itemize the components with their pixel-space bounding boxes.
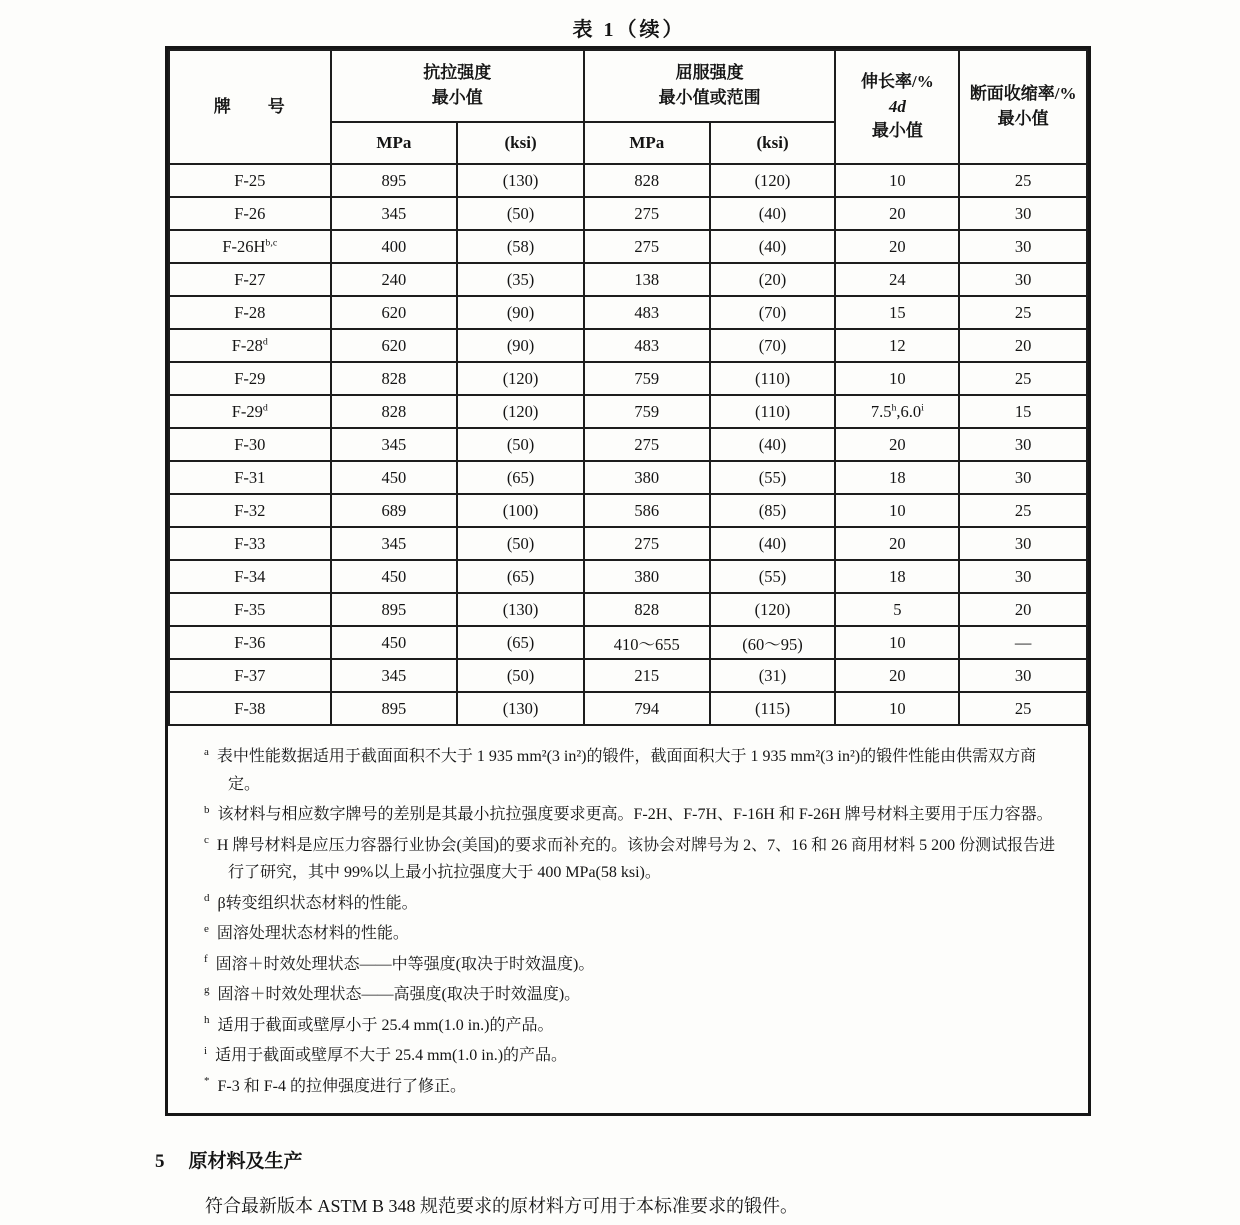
footnote-e bbox=[204, 920, 1062, 948]
cell-tensile-mpa: 450 bbox=[331, 461, 458, 494]
footnote-text: 适用于截面或壁厚不大于 25.4 mm(1.0 in.)的产品。 bbox=[215, 1047, 568, 1065]
cell-tensile-ksi: (90) bbox=[457, 296, 584, 329]
cell-elongation: 5 bbox=[835, 593, 959, 626]
cell-reduction: 25 bbox=[959, 692, 1087, 725]
footnote-text: H 牌号材料是应压力容器行业协会(美国)的要求而补充的。该协会对牌号为 2、7、16 和 26 商用材料 5 200 份测试报告进行了研究，其中 99%以上最小抗拉强度大于 400 MPa(58 ksi)。 bbox=[216, 836, 1056, 882]
header-tensile-line2: 最小值 bbox=[431, 88, 483, 107]
cell-elongation: 10 bbox=[835, 626, 959, 659]
cell-tensile-mpa: 620 bbox=[331, 329, 458, 362]
cell-grade: $F-26H^{b,c}$ bbox=[169, 230, 331, 263]
table-row bbox=[169, 692, 1087, 725]
footnote-marker: i bbox=[204, 1044, 208, 1057]
cell-reduction: 30 bbox=[959, 659, 1087, 692]
header-tensile-mpa: MPa bbox=[331, 122, 458, 164]
cell-grade: F-33 bbox=[169, 527, 331, 560]
cell-yield-ksi: (60～95) bbox=[710, 626, 836, 659]
cell-reduction: 25 bbox=[959, 494, 1087, 527]
cell-yield-mpa: 275 bbox=[584, 230, 710, 263]
header-yield-strength bbox=[584, 50, 836, 122]
cell-tensile-mpa: 400 bbox=[331, 230, 458, 263]
table-row bbox=[169, 659, 1087, 692]
cell-elongation: 20 bbox=[835, 659, 959, 692]
cell-reduction: 30 bbox=[959, 263, 1087, 296]
table-row bbox=[169, 494, 1087, 527]
cell-yield-mpa: 380 bbox=[584, 461, 710, 494]
footnote-marker: * bbox=[204, 1075, 210, 1088]
cell-elongation: 18 bbox=[835, 560, 959, 593]
footnote-f bbox=[204, 951, 1062, 979]
table-row bbox=[169, 461, 1087, 494]
cell-reduction: 30 bbox=[959, 560, 1087, 593]
cell-tensile-ksi: (130) bbox=[457, 692, 584, 725]
cell-grade: F-38 bbox=[169, 692, 331, 725]
cell-elongation: 20 bbox=[835, 197, 959, 230]
cell-elongation: 12 bbox=[835, 329, 959, 362]
cell-tensile-mpa: 345 bbox=[331, 197, 458, 230]
cell-tensile-mpa: 345 bbox=[331, 527, 458, 560]
cell-yield-mpa: 759 bbox=[584, 362, 710, 395]
table-header bbox=[169, 50, 1087, 164]
table-row bbox=[169, 296, 1087, 329]
footnote-text: F-3 和 F-4 的拉伸强度进行了修正。 bbox=[217, 1077, 466, 1095]
table-row bbox=[169, 329, 1087, 362]
cell-reduction: 20 bbox=[959, 593, 1087, 626]
table-row bbox=[169, 164, 1087, 197]
header-grade: 牌 号 bbox=[169, 50, 331, 164]
cell-grade: F-31 bbox=[169, 461, 331, 494]
footnote-marker: d bbox=[204, 892, 210, 905]
cell-yield-mpa: 794 bbox=[584, 692, 710, 725]
header-yield-line2: 最小值或范围 bbox=[658, 88, 761, 107]
cell-tensile-ksi: (50) bbox=[457, 428, 584, 461]
cell-reduction: 25 bbox=[959, 296, 1087, 329]
cell-tensile-mpa: 689 bbox=[331, 494, 458, 527]
cell-yield-mpa: 828 bbox=[584, 593, 710, 626]
cell-yield-mpa: 759 bbox=[584, 395, 710, 428]
cell-tensile-ksi: (120) bbox=[457, 395, 584, 428]
cell-yield-ksi: (55) bbox=[710, 461, 836, 494]
table-title: 表 1（续） bbox=[572, 19, 686, 41]
cell-yield-mpa: 828 bbox=[584, 164, 710, 197]
cell-elongation: 10 bbox=[835, 164, 959, 197]
header-tensile-line1: 抗拉强度 bbox=[423, 63, 492, 83]
table-body bbox=[169, 164, 1087, 725]
table-1-continued bbox=[165, 46, 1091, 1116]
footnote-b bbox=[204, 801, 1062, 829]
cell-tensile-ksi: (120) bbox=[457, 362, 584, 395]
cell-grade: F-28$^d$ bbox=[169, 329, 331, 362]
cell-tensile-mpa: 895 bbox=[331, 593, 458, 626]
section-title: 原材料及生产 bbox=[188, 1151, 303, 1172]
footnote-d bbox=[204, 890, 1062, 918]
cell-reduction: 15 bbox=[959, 395, 1087, 428]
footnote-marker: f bbox=[204, 953, 208, 966]
cell-yield-mpa: 215 bbox=[584, 659, 710, 692]
cell-yield-ksi: (55) bbox=[710, 560, 836, 593]
cell-tensile-mpa: 450 bbox=[331, 560, 458, 593]
cell-tensile-ksi: (50) bbox=[457, 659, 584, 692]
cell-elongation: 24 bbox=[835, 263, 959, 296]
footnote-star bbox=[204, 1073, 1062, 1101]
header-reduction-of-area bbox=[959, 50, 1087, 164]
cell-elongation: 10 bbox=[835, 692, 959, 725]
cell-elongation: 20 bbox=[835, 230, 959, 263]
cell-reduction: 25 bbox=[959, 164, 1087, 197]
cell-yield-ksi: (70) bbox=[710, 296, 836, 329]
footnote-i bbox=[204, 1042, 1062, 1070]
cell-yield-ksi: (85) bbox=[710, 494, 836, 527]
header-tensile-ksi: (ksi) bbox=[457, 122, 584, 164]
cell-tensile-mpa: 828 bbox=[331, 362, 458, 395]
cell-elongation: 15 bbox=[835, 296, 959, 329]
header-elongation-line2: 4d bbox=[888, 96, 906, 116]
table-footnotes bbox=[168, 726, 1088, 1113]
cell-yield-mpa: 138 bbox=[584, 263, 710, 296]
footnote-c bbox=[204, 832, 1062, 887]
footnote-a bbox=[204, 743, 1062, 798]
cell-tensile-mpa: 828 bbox=[331, 395, 458, 428]
cell-tensile-ksi: (65) bbox=[457, 626, 584, 659]
cell-grade: F-25 bbox=[169, 164, 331, 197]
header-tensile-strength bbox=[331, 50, 584, 122]
cell-yield-ksi: (120) bbox=[710, 593, 836, 626]
cell-elongation: 18 bbox=[835, 461, 959, 494]
material-properties-table bbox=[168, 49, 1088, 726]
footnote-h bbox=[204, 1012, 1062, 1040]
cell-grade: F-34 bbox=[169, 560, 331, 593]
cell-tensile-ksi: (65) bbox=[457, 461, 584, 494]
cell-grade: F-27 bbox=[169, 263, 331, 296]
cell-reduction: 25 bbox=[959, 362, 1087, 395]
footnote-text: 固溶＋时效处理状态——高强度(取决于时效温度)。 bbox=[217, 986, 581, 1004]
cell-grade: F-29 bbox=[169, 362, 331, 395]
header-yield-mpa: MPa bbox=[584, 122, 710, 164]
footnote-marker: h bbox=[204, 1014, 210, 1027]
cell-tensile-mpa: 450 bbox=[331, 626, 458, 659]
header-elongation bbox=[835, 50, 959, 164]
cell-elongation: 20 bbox=[835, 527, 959, 560]
cell-tensile-mpa: 345 bbox=[331, 659, 458, 692]
header-yield-ksi: (ksi) bbox=[710, 122, 836, 164]
cell-tensile-ksi: (100) bbox=[457, 494, 584, 527]
cell-reduction: — bbox=[959, 626, 1087, 659]
footnote-text: 固溶处理状态材料的性能。 bbox=[216, 925, 409, 943]
table-row bbox=[169, 197, 1087, 230]
footnote-text: β转变组织状态材料的性能。 bbox=[217, 894, 418, 912]
footnote-marker: g bbox=[204, 983, 210, 996]
cell-elongation: 10 bbox=[835, 362, 959, 395]
cell-yield-mpa: 586 bbox=[584, 494, 710, 527]
cell-tensile-ksi: (50) bbox=[457, 527, 584, 560]
table-row bbox=[169, 395, 1087, 428]
table-row bbox=[169, 527, 1087, 560]
cell-yield-ksi: (115) bbox=[710, 692, 836, 725]
cell-tensile-mpa: 895 bbox=[331, 692, 458, 725]
cell-yield-mpa: 483 bbox=[584, 296, 710, 329]
cell-yield-ksi: (40) bbox=[710, 197, 836, 230]
cell-yield-ksi: (70) bbox=[710, 329, 836, 362]
cell-tensile-mpa: 620 bbox=[331, 296, 458, 329]
cell-tensile-ksi: (130) bbox=[457, 164, 584, 197]
cell-tensile-mpa: 345 bbox=[331, 428, 458, 461]
cell-reduction: 30 bbox=[959, 230, 1087, 263]
cell-yield-mpa: 275 bbox=[584, 527, 710, 560]
cell-tensile-ksi: (65) bbox=[457, 560, 584, 593]
section-number: 5 bbox=[155, 1151, 165, 1172]
cell-yield-mpa: 275 bbox=[584, 197, 710, 230]
section-5-heading bbox=[155, 1146, 303, 1173]
cell-tensile-mpa: 240 bbox=[331, 263, 458, 296]
header-elongation-line1: 伸长率/% bbox=[861, 72, 934, 92]
footnote-marker: a bbox=[204, 745, 209, 758]
cell-yield-mpa: 275 bbox=[584, 428, 710, 461]
header-yield-line1: 屈服强度 bbox=[675, 63, 744, 83]
cell-yield-ksi: (31) bbox=[710, 659, 836, 692]
footnote-marker: b bbox=[204, 803, 210, 816]
table-row bbox=[169, 626, 1087, 659]
table-row bbox=[169, 428, 1087, 461]
footnote-marker: e bbox=[204, 922, 209, 935]
cell-yield-ksi: (120) bbox=[710, 164, 836, 197]
cell-yield-ksi: (40) bbox=[710, 527, 836, 560]
footnote-text: 固溶＋时效处理状态——中等强度(取决于时效温度)。 bbox=[215, 955, 595, 973]
table-row bbox=[169, 263, 1087, 296]
cell-yield-mpa: 483 bbox=[584, 329, 710, 362]
footnote-text: 适用于截面或壁厚小于 25.4 mm(1.0 in.)的产品。 bbox=[217, 1016, 554, 1034]
cell-tensile-ksi: (90) bbox=[457, 329, 584, 362]
cell-yield-ksi: (40) bbox=[710, 230, 836, 263]
header-elongation-line3: 最小值 bbox=[871, 121, 923, 141]
cell-reduction: 30 bbox=[959, 461, 1087, 494]
cell-tensile-mpa: 895 bbox=[331, 164, 458, 197]
cell-elongation: 10 bbox=[835, 494, 959, 527]
header-reduction-line2: 最小值 bbox=[997, 109, 1049, 128]
cell-grade: F-37 bbox=[169, 659, 331, 692]
table-row bbox=[169, 362, 1087, 395]
cell-reduction: 30 bbox=[959, 428, 1087, 461]
cell-tensile-ksi: (35) bbox=[457, 263, 584, 296]
cell-yield-ksi: (40) bbox=[710, 428, 836, 461]
cell-grade: F-29$^d$ bbox=[169, 395, 331, 428]
cell-yield-ksi: (20) bbox=[710, 263, 836, 296]
cell-yield-mpa: 410～655 bbox=[584, 626, 710, 659]
table-row bbox=[169, 230, 1087, 263]
cell-grade: F-30 bbox=[169, 428, 331, 461]
cell-elongation: 20 bbox=[835, 428, 959, 461]
cell-reduction: 30 bbox=[959, 527, 1087, 560]
cell-tensile-ksi: (58) bbox=[457, 230, 584, 263]
section-5-paragraph: 符合最新版本 ASTM B 348 规范要求的原材料方可用于本标准要求的锻件。 bbox=[205, 1196, 799, 1216]
header-reduction-line1: 断面收缩率/% bbox=[969, 84, 1077, 104]
cell-grade: F-26 bbox=[169, 197, 331, 230]
table-row bbox=[169, 560, 1087, 593]
cell-yield-ksi: (110) bbox=[710, 395, 836, 428]
cell-elongation: 7.5$^h$,6.0$^i$ bbox=[835, 395, 959, 428]
cell-grade: F-32 bbox=[169, 494, 331, 527]
cell-reduction: 30 bbox=[959, 197, 1087, 230]
footnote-text: 该材料与相应数字牌号的差别是其最小抗拉强度要求更高。F-2H、F-7H、F-16H 和 F-26H 牌号材料主要用于压力容器。 bbox=[217, 806, 1053, 824]
footnote-g bbox=[204, 981, 1062, 1009]
cell-grade: F-35 bbox=[169, 593, 331, 626]
footnote-marker: c bbox=[204, 834, 209, 847]
cell-grade: F-28 bbox=[169, 296, 331, 329]
cell-yield-ksi: (110) bbox=[710, 362, 836, 395]
cell-tensile-ksi: (50) bbox=[457, 197, 584, 230]
cell-tensile-ksi: (130) bbox=[457, 593, 584, 626]
cell-grade: F-36 bbox=[169, 626, 331, 659]
table-row bbox=[169, 593, 1087, 626]
cell-yield-mpa: 380 bbox=[584, 560, 710, 593]
cell-reduction: 20 bbox=[959, 329, 1087, 362]
footnote-text: 表中性能数据适用于截面面积不大于 1 935 mm²(3 in²)的锻件，截面面积大于 1 935 mm²(3 in²)的锻件性能由供需双方商定。 bbox=[216, 748, 1037, 793]
